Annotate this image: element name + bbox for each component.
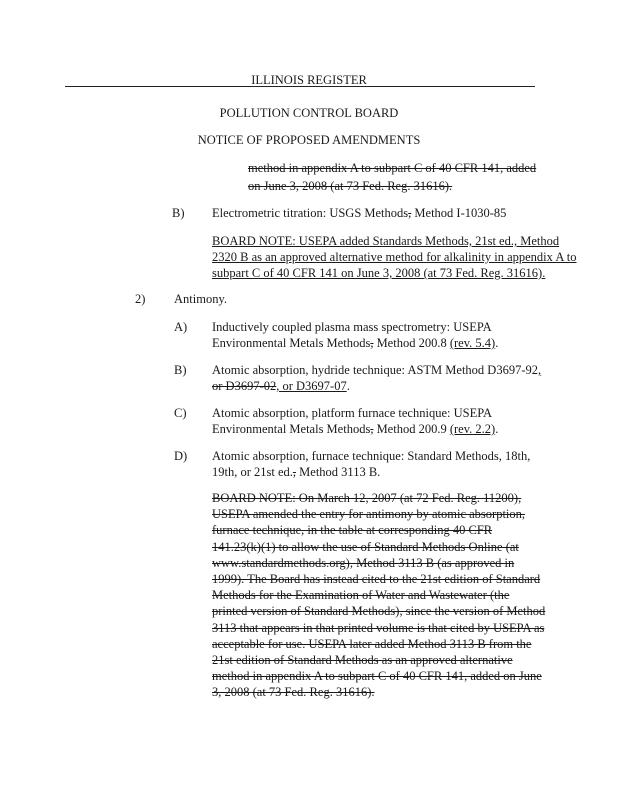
sub-a-line-1: Inductively coupled plasma mass spectrometry: USEPA [212, 320, 492, 334]
board-note-2-line: 3, 2008 (at 73 Fed. Reg. 31616). [212, 685, 375, 700]
header-rule [65, 86, 535, 87]
board-note-2-line: BOARD NOTE: On March 12, 2007 (at 72 Fed. Reg. 11200), [212, 491, 522, 505]
board-note-2-line: 3113 that appears in that printed volume is that cited by USEPA as [212, 620, 545, 635]
board-note-2-line: www.standardmethods.org), Method 3113 B (as approved in [212, 555, 515, 570]
sub-a-line-2: Environmental Metals Methods, Method 200.8 (rev. 5.4). [212, 336, 499, 350]
antimony-heading: Antimony. [174, 292, 228, 306]
alk-item-b-marker: B) [172, 206, 185, 220]
notice-title: NOTICE OF PROPOSED AMENDMENTS [197, 133, 421, 147]
carryover-line-1: method in appendix A to subpart C of 40 CFR 141, added [248, 161, 537, 175]
board-note-2-line: 141.23(k)(1) to allow the use of Standard Methods Online (at [212, 539, 519, 554]
board-note-2-line: Methods for the Examination of Water and Wastewater (the [212, 588, 510, 603]
alk-item-b-text: Electrometric titration: USGS Methods, Method I-1030-85 [212, 206, 507, 220]
board-note-2-line: 1999). The Board has instead cited to the 21st edition of Standard [212, 572, 541, 586]
antimony-marker: 2) [135, 292, 146, 306]
agency-title: POLLUTION CONTROL BOARD [219, 106, 399, 120]
sub-d-line-2: 19th, or 21st ed., Method 3113 B. [212, 465, 381, 479]
board-note-2-line: USEPA amended the entry for antimony by atomic absorption, [212, 507, 526, 522]
board-note-2-line: method in appendix A to subpart C of 40 CFR 141, added on June [212, 669, 542, 684]
carryover-line-2: on June 3, 2008 (at 73 Fed. Reg. 31616). [248, 179, 453, 193]
sub-d-marker: D) [174, 449, 188, 463]
sub-d-line-1: Atomic absorption, furnace technique: Standard Methods, 18th, [212, 449, 531, 463]
board-note-1-line-1: BOARD NOTE: USEPA added Standards Methods, 21st ed., Method [212, 234, 560, 248]
sub-b-line-1: Atomic absorption, hydride technique: ASTM Method D3697-92, [212, 363, 542, 377]
sub-a-marker: A) [174, 320, 188, 334]
register-title: ILLINOIS REGISTER [251, 73, 367, 87]
sub-b-line-2: or D3697-02, or D3697-07. [212, 379, 350, 393]
sub-c-line-2: Environmental Metals Methods, Method 200.9 (rev. 2.2). [212, 422, 499, 436]
board-note-2-line: acceptable for use. USEPA later added Method 3113 B from the [212, 636, 532, 651]
board-note-2-line: furnace technique, in the table at corresponding 40 CFR [212, 523, 493, 538]
board-note-2-line: 21st edition of Standard Methods as an approved alternative [212, 653, 513, 667]
sub-b-marker: B) [174, 363, 187, 377]
sub-c-line-1: Atomic absorption, platform furnace technique: USEPA [212, 406, 493, 420]
board-note-2-line: printed version of Standard Methods), since the version of Method [212, 604, 546, 619]
board-note-1-line-2: 2320 B as an approved alternative method for alkalinity in appendix A to [212, 250, 577, 264]
board-note-1-line-3: subpart C of 40 CFR 141 on June 3, 2008 (at 73 Fed. Reg. 31616). [212, 266, 546, 280]
sub-c-marker: C) [174, 406, 187, 420]
